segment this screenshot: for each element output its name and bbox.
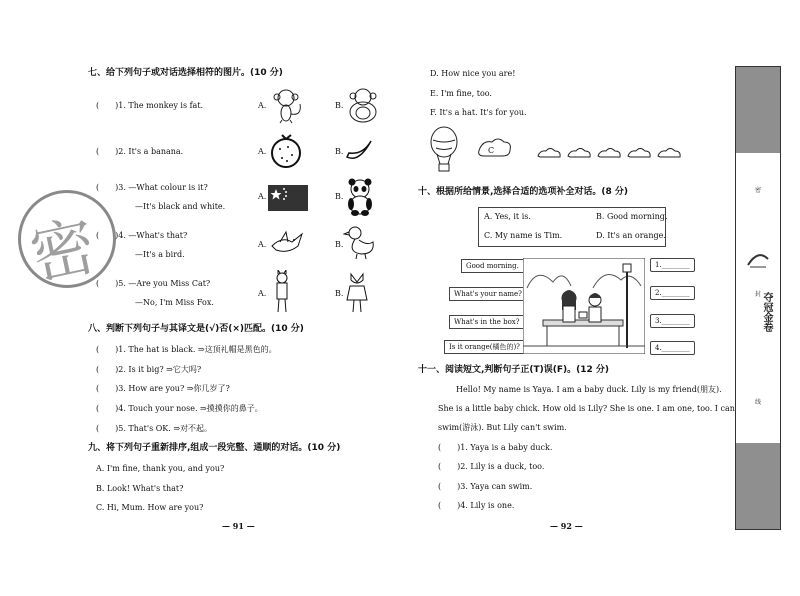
answer-2[interactable]: 2.________ (650, 286, 695, 300)
panda-icon (343, 178, 377, 216)
cat-icon (270, 270, 294, 314)
monkey-thin-icon (268, 86, 308, 124)
s7-item1-a: A. (258, 101, 267, 110)
s7-item4-b: B. (335, 240, 344, 249)
s7-item4-a: A. (258, 240, 267, 249)
page-number-right: — 92 — (550, 521, 583, 531)
s9-item-a: A. I'm fine, thank you, and you? (96, 464, 225, 473)
option-b: B. Good morning. (596, 212, 668, 221)
s7-item5-a: A. (258, 289, 267, 298)
s9-item-b: B. Look! What's that? (96, 484, 184, 493)
s11-item4: ( )4. Lily is one. (438, 501, 515, 510)
answer-4[interactable]: 4.________ (650, 341, 695, 355)
duck-icon (343, 224, 377, 260)
park-scene-illustration (523, 258, 645, 354)
s9-item-d: D. How nice you are! (430, 69, 516, 78)
s11-item3: ( )3. Yaya can swim. (438, 482, 533, 491)
balloon-cloud-label: C (488, 146, 495, 155)
s7-item5-line2: —No, I'm Miss Fox. (135, 298, 214, 307)
s7-item5: ( )5. —Are you Miss Cat? (96, 279, 211, 288)
option-a: A. Yes, it is. (484, 212, 531, 221)
s7-item4-line2: —It's a bird. (135, 250, 185, 259)
orange-icon (268, 133, 304, 169)
s8-item4: ( )4. Touch your nose. ⇒摸摸你的鼻子。 (96, 404, 263, 413)
prompt-3: What's in the box? (449, 315, 525, 329)
s7-item5-b: B. (335, 289, 344, 298)
bird-icon (268, 228, 308, 258)
sidebar-top-bar (736, 67, 780, 153)
answer-1[interactable]: 1.________ (650, 258, 695, 272)
passage-line-2: She is a little baby chick. How old is Lily? She is one. I am one, too. I can (438, 404, 735, 413)
s7-item3-a: A. (258, 192, 267, 201)
sidebar-label-2: 封 (755, 291, 762, 298)
s7-item2-b: B. (335, 147, 344, 156)
prompt-1: Good morning. (461, 259, 524, 273)
s7-item1: ( )1. The monkey is fat. (96, 101, 204, 110)
passage-line-1: Hello! My name is Yaya. I am a baby duck. Lily is my friend(朋友). (456, 385, 722, 394)
s9-item-f: F. It's a hat. It's for you. (430, 108, 527, 117)
section10-title: 十、根据所给情景,选择合适的选项补全对话。(8 分) (418, 187, 629, 197)
sidebar-label-3: 线 (755, 399, 762, 406)
s7-item4: ( )4. —What's that? (96, 231, 188, 240)
section9-title: 九、将下列句子重新排序,组成一段完整、通顺的对话。(10 分) (88, 443, 341, 453)
answer-3[interactable]: 3.________ (650, 314, 695, 328)
s7-item2-a: A. (258, 147, 267, 156)
prompt-4: Is it orange(橘色的)? (444, 340, 525, 354)
s8-item1: ( )1. The hat is black. ⇒这顶礼帽是黑色的。 (96, 345, 277, 354)
s9-item-c: C. Hi, Mum. How are you? (96, 503, 204, 512)
s7-item3: ( )3. —What colour is it? (96, 183, 208, 192)
option-c: C. My name is Tim. (484, 231, 563, 240)
passage-line-3: swim(游泳). But Lily can't swim. (438, 423, 567, 432)
monkey-fat-icon (343, 86, 383, 124)
s8-item2: ( )2. Is it big? ⇒它大吗? (96, 365, 202, 374)
s7-item3-b: B. (335, 192, 344, 201)
section8-title: 八、判断下列句子与其译文是(√)否(×)匹配。(10 分) (88, 324, 304, 334)
banana-icon (343, 137, 375, 163)
s11-item1: ( )1. Yaya is a baby duck. (438, 443, 553, 452)
s8-item3: ( )3. How are you? ⇒你几岁了? (96, 384, 230, 393)
s7-item1-b: B. (335, 101, 344, 110)
s8-item5: ( )5. That's OK. ⇒对不起。 (96, 424, 213, 433)
option-d: D. It's an orange. (596, 231, 666, 240)
fox-icon (344, 270, 370, 314)
prompt-2: What's your name? (449, 287, 527, 301)
binding-sidebar (735, 66, 781, 530)
section7-title: 七、给下列句子或对话选择相符的图片。(10 分) (88, 68, 283, 78)
balloon-cloud-chain (428, 126, 698, 176)
sidebar-bottom-bar (736, 443, 780, 529)
page-number-left: — 91 — (222, 521, 255, 531)
brand-logo-icon (746, 247, 770, 269)
s7-item2: ( )2. It's a banana. (96, 147, 184, 156)
stamp-character: 密 (24, 209, 103, 295)
china-flag-icon (268, 185, 308, 211)
brand-title: 夺冠金卷 (761, 292, 772, 332)
section11-title: 十一、阅读短文,判断句子正(T)误(F)。(12 分) (418, 365, 610, 375)
s11-item2: ( )2. Lily is a duck, too. (438, 462, 545, 471)
s9-item-e: E. I'm fine, too. (430, 89, 492, 98)
sidebar-label-1: 密 (755, 187, 762, 194)
s7-item3-line2: —It's black and white. (135, 202, 226, 211)
